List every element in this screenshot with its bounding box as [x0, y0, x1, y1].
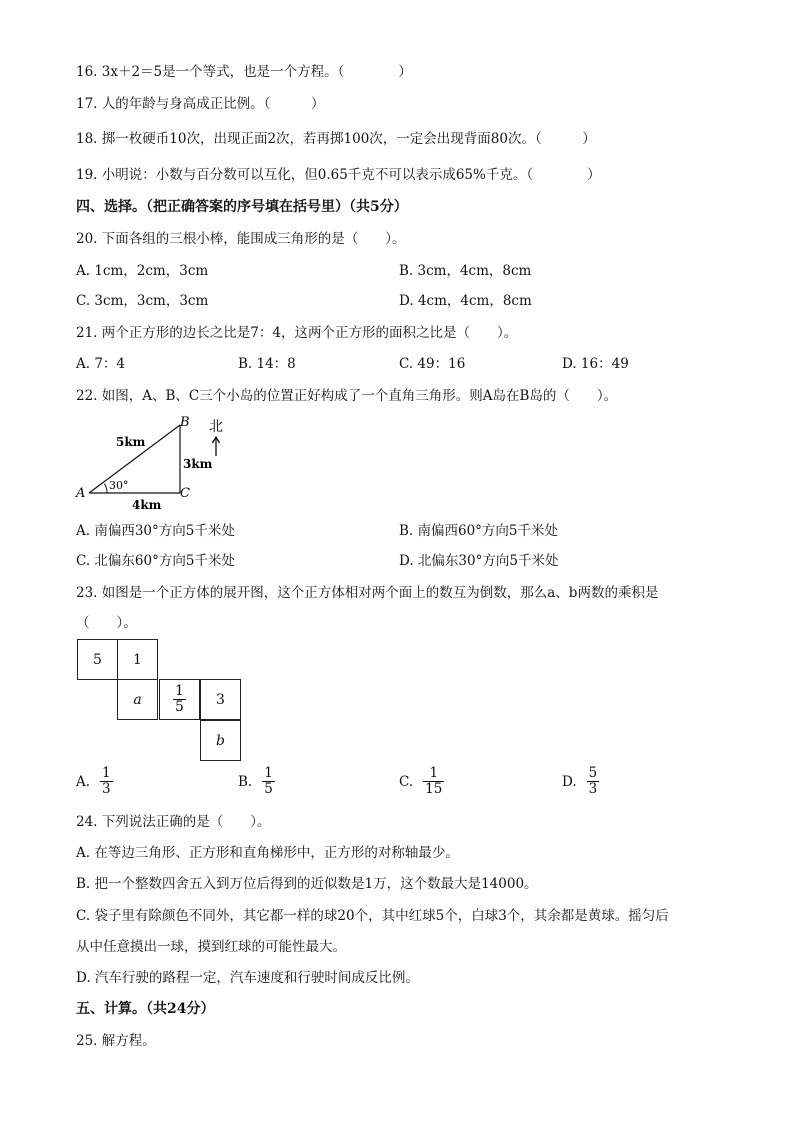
question-20-option-c: C. 3cm，3cm，3cm	[76, 293, 209, 309]
question-24-option-c-cont: 从中任意摸出一球，摸到红球的可能性最大。	[76, 939, 346, 955]
question-22-option-d: D. 北偏东30°方向5千米处	[399, 553, 559, 569]
question-21-option-c: C. 49：16	[399, 356, 466, 372]
question-21-option-d: D. 16：49	[562, 356, 629, 372]
question-21-option-a: A. 7：4	[76, 356, 126, 372]
question-24-option-a: A. 在等边三角形、正方形和直角梯形中，正方形的对称轴最少。	[76, 845, 459, 861]
question-20-stem: 20. 下面各组的三根小棒，能围成三角形的是（ ）。	[76, 231, 406, 247]
question-23-stem: 23. 如图是一个正方体的展开图，这个正方体相对两个面上的数互为倒数，那么a、b两数的乘积是	[76, 585, 659, 601]
net-cell-5: 3	[200, 679, 241, 720]
label-b: B	[180, 415, 190, 430]
north-label: 北	[209, 419, 223, 435]
label-base: 4km	[132, 498, 162, 512]
net-cell-1: 5	[77, 639, 118, 680]
question-22-stem: 22. 如图，A、B、C三个小岛的位置正好构成了一个直角三角形。则A岛在B岛的（ ）。	[76, 388, 618, 404]
question-20-option-b: B. 3cm，4cm，8cm	[399, 263, 532, 279]
question-21-option-b: B. 14：8	[238, 356, 296, 372]
question-17: 17. 人的年龄与身高成正比例。（ ）	[76, 96, 325, 112]
question-23-option-b: B. $\frac{1}{5}$	[238, 765, 273, 797]
question-16: 16. 3x＋2＝5是一个等式，也是一个方程。（ ）	[76, 64, 412, 80]
question-22-option-b: B. 南偏西60°方向5千米处	[399, 523, 559, 539]
question-24-option-b: B. 把一个整数四舍五入到万位后得到的近似数是1万，这个数最大是14000。	[76, 876, 538, 892]
label-vertical: 3km	[183, 457, 213, 471]
label-c: C	[180, 486, 190, 501]
net-cell-2: 1	[117, 639, 158, 680]
angle-arc	[104, 484, 107, 494]
section-heading-5: 五、计算。（共24分）	[76, 1001, 215, 1017]
net-cell-6: b	[200, 720, 241, 761]
question-24-option-c: C. 袋子里有除颜色不同外，其它都一样的球20个，其中红球5个，白球3个，其余都是黄球。摇匀后	[76, 908, 669, 924]
net-cell-4: $\frac{1}{5}$	[159, 679, 200, 720]
island-triangle-figure	[74, 410, 244, 516]
question-23-option-d: D. $\frac{5}{3}$	[562, 765, 598, 797]
question-20-option-a: A. 1cm，2cm，3cm	[76, 263, 209, 279]
question-25: 25. 解方程。	[76, 1033, 156, 1049]
question-22-option-c: C. 北偏东60°方向5千米处	[76, 553, 235, 569]
question-23-option-a: A. $\frac{1}{3}$	[76, 765, 111, 797]
label-angle: 30°	[109, 479, 129, 492]
question-20-option-d: D. 4cm，4cm，8cm	[399, 293, 532, 309]
question-22-option-a: A. 南偏西30°方向5千米处	[76, 523, 235, 539]
question-19: 19. 小明说：小数与百分数可以互化，但0.65千克不可以表示成65%千克。（ ）	[76, 167, 601, 183]
question-18: 18. 掷一枚硬币10次，出现正面2次，若再掷100次，一定会出现背面80次。（ ）	[76, 131, 596, 147]
section-heading-4: 四、选择。（把正确答案的序号填在括号里）（共5分）	[76, 199, 408, 215]
question-24-option-d: D. 汽车行驶的路程一定，汽车速度和行驶时间成反比例。	[76, 970, 419, 986]
question-24-stem: 24. 下列说法正确的是（ ）。	[76, 814, 271, 830]
question-21-stem: 21. 两个正方形的边长之比是7：4，这两个正方形的面积之比是（ ）。	[76, 325, 518, 341]
label-a: A	[76, 486, 86, 501]
net-cell-3: a	[117, 679, 158, 720]
label-hypotenuse: 5km	[116, 435, 146, 449]
question-23-stem-cont: （ ）。	[76, 615, 137, 631]
question-23-option-c: C. $\frac{1}{15}$	[399, 765, 443, 797]
